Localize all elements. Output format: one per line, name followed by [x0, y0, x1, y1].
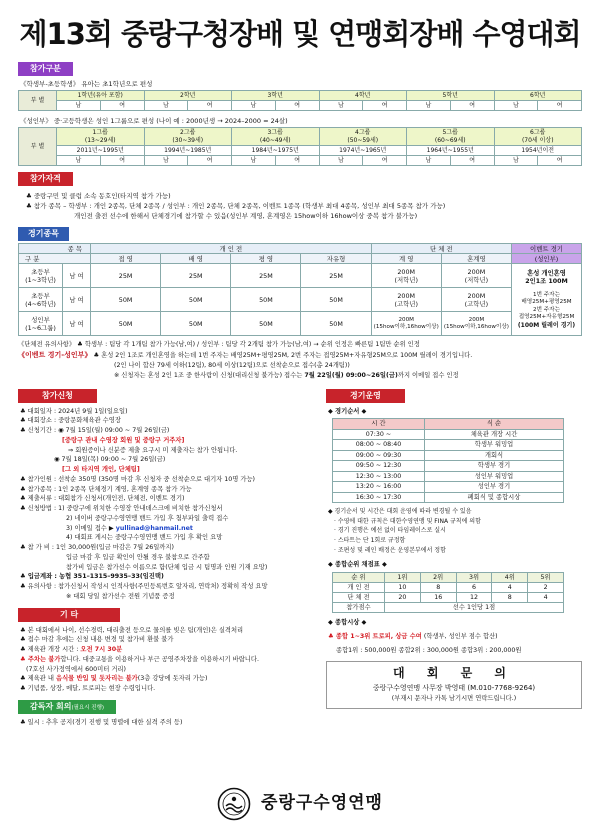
eligibility-line: ♣ 중랑구민 및 클럽 소속 동호인(타지역 참가 가능) — [26, 192, 171, 201]
other-line: (7호선 사가정역에서 600미터 거리) — [26, 665, 126, 673]
group-1 — [57, 128, 145, 146]
group-name: 1그룹 — [92, 129, 108, 137]
row-value: 50M — [301, 288, 371, 312]
event-note-line — [18, 350, 582, 361]
other-line-c: (3층 강당에 돗자리 가능) — [137, 675, 208, 683]
group-age: (70세 이상) — [521, 136, 554, 144]
event-note-3b: 7월 22일(월) 09:00~26일(금) — [304, 371, 398, 379]
row-value: 25M — [91, 264, 161, 288]
row-div: 성인부 (1~6그룹) — [19, 312, 63, 336]
score-cell: 10 — [385, 583, 421, 593]
apply-line: 2) 네이버 중랑구수영연맹 밴드 가입 후 첨부파일 출력 접수 — [66, 514, 229, 522]
apply-line: [그 외 타지역 개인, 단체팀] — [62, 466, 140, 474]
grade-2: 2학년 — [144, 91, 232, 101]
group-age: (30~39세) — [172, 136, 204, 144]
row-div: 초등부 (4~6학년) — [19, 288, 63, 312]
award-highlight: ♣ 종합 1~3위 트로피, 상금 수여 — [328, 632, 422, 640]
group-age: (60~69세) — [434, 136, 466, 144]
score-cell: 8 — [492, 593, 528, 603]
ops-note: ◆ 경기순서 및 시간은 대회 운영에 따라 변경될 수 있음 — [328, 508, 472, 516]
male-cell: 남 — [494, 156, 538, 166]
eligibility-text — [26, 191, 582, 221]
events-notes — [18, 340, 582, 380]
two-column-area — [18, 389, 582, 728]
apply-line: ♣ 참가인원 : 선착순 350명 (350명 마감 후 신청자 중 선착순으로 대기자 10명 가능) — [20, 475, 255, 483]
other-line — [20, 655, 312, 665]
col-freestyle: 자유형 — [301, 254, 371, 264]
schedule-item: 체육관 개장 시간 — [425, 429, 564, 440]
schedule-time: 09:00 ~ 09:30 — [333, 450, 425, 461]
meeting-heading-text: 감독자 회의 — [30, 701, 72, 711]
row-value: 50M — [231, 288, 301, 312]
students-label: 부 별 — [19, 91, 57, 111]
row-value: 50M — [231, 312, 301, 336]
other-line — [20, 674, 312, 684]
female-cell: 여 — [538, 156, 582, 166]
adults-table — [18, 127, 582, 166]
other-line-a: ♣ 제육관 내 — [20, 675, 54, 683]
apply-line: 4) 대회표 게시는 중랑구수영연맹 밴드 가입 후 확인 요망 — [66, 534, 223, 542]
grade-5: 5학년 — [407, 91, 495, 101]
male-cell: 남 — [319, 156, 363, 166]
col-breaststroke: 평 영 — [231, 254, 301, 264]
apply-line: ◉ 7월 18일(목) 09:00 ~ 7월 26일(금) — [54, 456, 166, 464]
contact-title: 대 회 문 의 — [393, 666, 515, 681]
special-event-note: 배영25M+평영25M — [521, 299, 572, 306]
group-name: 2그룹 — [180, 129, 196, 137]
apply-line: ※ 대회 당일 참가선수 전원 기념품 증정 — [66, 592, 175, 600]
male-cell: 남 — [407, 156, 451, 166]
events-section — [18, 227, 582, 380]
male-cell: 남 — [57, 156, 101, 166]
row-value: 200M (15how이하,16how이상) — [441, 312, 511, 336]
group-name: 3그룹 — [267, 129, 283, 137]
row-value: 200M (고학년) — [441, 288, 511, 312]
score-cell: 16 — [420, 593, 456, 603]
score-cell: 4 — [528, 593, 564, 603]
female-cell: 여 — [188, 156, 232, 166]
col-butterfly: 접 영 — [91, 254, 161, 264]
schedule-item: 개회식 — [425, 450, 564, 461]
schedule-item: 성인부 경기 — [425, 482, 564, 493]
score-cell: 선수 1인당 1점 — [385, 603, 564, 613]
row-value: 50M — [91, 288, 161, 312]
score-header: 5위 — [528, 573, 564, 583]
male-cell: 남 — [144, 156, 188, 166]
contact-box — [326, 661, 582, 709]
other-line-b: 합니다. 대중교통을 이용하거나 부근 공영주차장을 이용하시기 바랍니다. — [60, 655, 259, 663]
group-1-years: 2011년~1995년 — [57, 146, 145, 156]
score-cell: 개 인 전 — [333, 583, 385, 593]
score-cell: 6 — [456, 583, 492, 593]
other-line-b: 오전 7시 30분 — [80, 646, 123, 654]
ops-heading: 경기운영 — [326, 389, 405, 403]
special-event-sub: 2인1조 100M — [525, 278, 568, 286]
events-header-special — [512, 244, 582, 254]
row-gender: 남 여 — [63, 288, 91, 312]
score-cell: 참가점수 — [333, 603, 385, 613]
other-line — [20, 645, 312, 655]
apply-heading: 참가신청 — [18, 389, 97, 403]
score-header: 4위 — [492, 573, 528, 583]
group-5-years: 1964년~1955년 — [407, 146, 495, 156]
left-column — [18, 389, 318, 728]
grade-1: 1학년(유아 포함) — [57, 91, 145, 101]
ops-notes — [328, 507, 582, 555]
group-2-years: 1994년~1985년 — [144, 146, 232, 156]
schedule-time: 13:20 ~ 16:00 — [333, 482, 425, 493]
other-text — [20, 626, 312, 694]
special-event-note: 접영25M+자유형25M — [518, 314, 575, 321]
score-header: 3위 — [456, 573, 492, 583]
contact-line: 중랑구수영연맹 사무장 박영태 (M.010-7768-9264) — [372, 684, 536, 693]
grade-4: 4학년 — [319, 91, 407, 101]
eligibility-line: 개인전 출전 선수에 한해서 단체경기에 참가할 수 있음(성인부 계영, 혼계영은 15how이하 16how이상 중복 참가 불가능) — [74, 212, 418, 221]
schedule-item: 성인부 워밍업 — [425, 471, 564, 482]
female-cell: 여 — [363, 156, 407, 166]
group-6 — [494, 128, 582, 146]
row-value: 25M — [301, 264, 371, 288]
email-label: 3) 이메일 접수 ▶ — [66, 524, 114, 532]
team-note: 《단체전 유의사항》 ♣ 학생부 : 팀당 각 1개팀 참가 가능(남,여) / 성인부 : 팀당 각 2개팀 참가 가능(남,여) → 순위 인정은 빠른팀 1팀만 순위 인정 — [18, 341, 420, 349]
male-cell: 남 — [144, 101, 188, 111]
participants-section — [18, 62, 582, 166]
row-value: 50M — [161, 312, 231, 336]
group-age: (50~59세) — [347, 136, 379, 144]
apply-line: ♣ 신청기간 : ◉ 7월 15일(월) 09:00 ~ 7월 26일(금) — [20, 427, 170, 435]
male-cell: 남 — [232, 156, 276, 166]
right-column — [318, 389, 582, 728]
row-value: 50M — [161, 288, 231, 312]
special-event-note: 2번 주자는 — [533, 306, 560, 313]
schedule-time: 07:30 ~ — [333, 429, 425, 440]
award-title: ◆ 종합시상 ◆ — [328, 619, 367, 626]
students-note: 《학생부-초등학생》 유아는 초1학년으로 편성 — [20, 80, 153, 88]
score-header: 순 위 — [333, 573, 385, 583]
apply-line: ♣ 입금계좌 : 농협 351–1315–9935–33(임진택) — [20, 573, 164, 581]
female-cell: 여 — [100, 156, 144, 166]
events-header-team: 단 체 전 — [371, 244, 511, 254]
event-note-1: ♣ 혼성 2인 1조로 개인혼영을 하는데 1번 주자는 배영25M+평영25M, 2번 주자는 접영25M+자유형25M으로 100M 릴레이 경기입니다. — [93, 352, 473, 360]
eligibility-line: ♣ 참가 종목 – 학생부 : 개인 2종목, 단체 2종목 / 성인부 : 개인 2종목, 단체 2종목, 이벤트 1종목 (학생부 최대 4종목, 성인부 최대 5종목 참가 가능) — [26, 202, 446, 211]
other-line: ♣ 본 대회에서 나이, 선수경력, 대리출전 등으로 물의를 빚은 팀(개인)은 실격처리 — [20, 626, 244, 634]
male-cell: 남 — [494, 101, 538, 111]
row-value: 50M — [91, 312, 161, 336]
score-cell: 20 — [385, 593, 421, 603]
page-title: 제13회 중랑구청장배 및 연맹회장배 수영대회 — [19, 17, 581, 51]
eligibility-section — [18, 172, 582, 221]
special-sub: (성인부) — [512, 254, 582, 264]
schedule-item: 학생부 워밍업 — [425, 440, 564, 451]
apply-line: [중랑구 관내 수영장 회원 및 중랑구 거주자] — [62, 436, 185, 444]
row-value: 25M — [161, 264, 231, 288]
female-cell: 여 — [100, 101, 144, 111]
score-title: ◆ 종합순위 채점표 ◆ — [328, 561, 387, 569]
group-name: 6그룹 — [530, 129, 546, 137]
ops-note: · 스타트는 단 1회로 규정함 — [334, 537, 406, 545]
female-cell: 여 — [363, 101, 407, 111]
schedule-item: 폐회식 및 종합시상 — [425, 492, 564, 503]
schedule-title: ◆ 경기순서 ◆ — [328, 407, 367, 415]
row-value: 50M — [301, 312, 371, 336]
ops-note: · 경기 진행은 예선 없이 타임레이스로 실시 — [334, 527, 446, 535]
male-cell: 남 — [57, 101, 101, 111]
apply-line: ♣ 대회장소 : 중랑문화체육관 수영장 — [20, 417, 121, 425]
special-event-title: 혼성 개인혼영 — [527, 269, 566, 277]
group-name: 4그룹 — [355, 129, 371, 137]
col-backstroke: 배 영 — [161, 254, 231, 264]
male-cell: 남 — [232, 101, 276, 111]
other-line: ♣ 기념품, 상장, 메달, 트로피는 현장 수령입니다. — [20, 685, 156, 693]
contact-sub: (부재시 문자나 카톡 남기시면 연락드립니다.) — [391, 695, 517, 702]
score-cell: 2 — [528, 583, 564, 593]
email-link[interactable]: yullinad@hanmail.net — [115, 524, 193, 532]
schedule-table — [332, 418, 564, 503]
score-cell: 8 — [420, 583, 456, 593]
award-money: 종합1위 : 500,000원 종합2위 : 300,000원 종합3위 : 200,000원 — [336, 646, 522, 654]
other-heading-text: 기 타 — [60, 609, 79, 619]
schedule-time: 12:30 ~ 13:00 — [333, 471, 425, 482]
meeting-heading — [18, 700, 116, 714]
apply-text — [20, 407, 312, 602]
event-note-3c: 까지 이메일 접수 인정 — [397, 371, 459, 379]
schedule-time: 09:50 ~ 12:30 — [333, 461, 425, 472]
events-table — [18, 243, 582, 336]
apply-line — [20, 524, 312, 534]
row-value: 200M (15how이하,16how이상) — [371, 312, 441, 336]
schedule-item: 학생부 경기 — [425, 461, 564, 472]
federation-logo-icon — [217, 787, 251, 821]
score-header: 2위 — [420, 573, 456, 583]
female-cell: 여 — [450, 156, 494, 166]
meeting-text: ♣ 일시 : 추후 공지(경기 진행 및 명렬에 대한 실격 주의 등) — [20, 718, 183, 726]
score-cell: 12 — [456, 593, 492, 603]
group-5 — [407, 128, 495, 146]
apply-line: ⇒ 회원증이나 신분증 제출 요구시 미 제출자는 참가 안됩니다. — [68, 446, 238, 454]
female-cell: 여 — [538, 101, 582, 111]
event-note-3 — [18, 371, 582, 381]
award-line — [328, 632, 582, 642]
other-line-b: 음식물 반입 및 돗자리는 불가 — [56, 675, 138, 683]
event-note-title: 《이벤트 경기-성인부》 — [18, 351, 92, 360]
group-age: (13~29세) — [84, 136, 116, 144]
female-cell: 여 — [275, 156, 319, 166]
federation-name: 중랑구수영연맹 — [261, 793, 383, 814]
schedule-time: 16:30 ~ 17:30 — [333, 492, 425, 503]
row-gender: 남 여 — [63, 264, 91, 288]
group-3-years: 1984년~1975년 — [232, 146, 320, 156]
col-medley-relay: 혼계영 — [441, 254, 511, 264]
special-title: 이벤트 경기 — [530, 244, 563, 253]
group-4-years: 1974년~1965년 — [319, 146, 407, 156]
female-cell: 여 — [450, 101, 494, 111]
adults-note: 《성인부》 중·고등학생은 성인 1그룹으로 편성 (나이 예 : 2000년생 → 2024–2000 = 24살) — [20, 117, 288, 126]
special-event-cell — [512, 264, 582, 336]
events-heading: 경기종목 — [18, 227, 69, 241]
events-header-indiv: 개 인 전 — [91, 244, 372, 254]
meeting-heading-sub: (필요시 진행) — [71, 704, 105, 711]
apply-line: ♣ 신청방법 : 1) 중랑구에 위치한 수영장 안내데스크에 비치한 참가신청서 — [20, 505, 223, 513]
row-value: 200M (저학년) — [441, 264, 511, 288]
other-line-a: ♣ 제육관 개장 시간 : — [20, 646, 79, 654]
group-2 — [144, 128, 232, 146]
row-gender: 남 여 — [63, 312, 91, 336]
group-name: 5그룹 — [442, 129, 458, 137]
other-line: ♣ 접수 마감 후에는 신청 내용 변경 및 참가비 환불 불가 — [20, 636, 174, 644]
female-cell: 여 — [275, 101, 319, 111]
score-header: 1위 — [385, 573, 421, 583]
participants-heading: 참가구분 — [18, 62, 73, 76]
male-cell: 남 — [407, 101, 451, 111]
special-event-note: 1번 주자는 — [533, 291, 560, 298]
special-event-note: (100M 릴레이 경기) — [517, 321, 576, 329]
footer — [0, 787, 600, 821]
row-value: 200M (저학년) — [371, 264, 441, 288]
col-relay: 계 영 — [371, 254, 441, 264]
other-heading — [18, 608, 120, 622]
apply-line: ♣ 유의사항 : 참가신청서 작성시 인적사항(주민등록번호 앞자리, 연락처) 정확히 작성 요망 — [20, 583, 268, 591]
score-cell: 단 체 전 — [333, 593, 385, 603]
female-cell: 여 — [188, 101, 232, 111]
adults-label: 부 별 — [19, 128, 57, 166]
male-cell: 남 — [319, 101, 363, 111]
ops-note: · 조편성 및 레인 배정은 운영본부에서 정함 — [334, 546, 446, 554]
ops-note: · 수영에 대한 규칙은 대한수영연맹 및 FINA 규칙에 의함 — [334, 517, 481, 525]
score-cell: 4 — [492, 583, 528, 593]
apply-line: ♣ 참 가 비 : 1인 30,000원(입금 마감은 7월 26일까지) — [20, 544, 174, 552]
apply-line: ♣ 대회일자 : 2024년 9월 1일(일요일) — [20, 407, 128, 415]
students-table — [18, 90, 582, 111]
schedule-time: 08:00 ~ 08:40 — [333, 440, 425, 451]
apply-line: 참가비 입금은 참가선수 이름으로 함(단체 입금 시 팀명과 인원 기재 요망) — [66, 563, 268, 571]
grade-3: 3학년 — [232, 91, 320, 101]
eligibility-heading: 참가자격 — [18, 172, 73, 186]
other-line-a: ♣ 주차는 불가 — [20, 655, 61, 663]
events-header-div: 구 분 — [19, 254, 91, 264]
schedule-header-item: 식 순 — [425, 419, 564, 430]
group-3 — [232, 128, 320, 146]
schedule-header-time: 시 간 — [333, 419, 425, 430]
apply-line: 입금 마감 후 입금 확인이 안될 경우 불참으로 간주함 — [66, 553, 210, 561]
row-value: 25M — [231, 264, 301, 288]
event-note-3a: ※ 신청자는 혼성 2인 1조 중 한사람이 신청(대리신청 불가능) 접수는 — [114, 371, 303, 379]
apply-line: ♣ 제출서류 : 대회참가 신청서(개인전, 단체전, 이벤트 경기) — [20, 495, 185, 503]
apply-line: ♣ 참가종목 : 1인 2종목 단체경기 계영, 혼계영 종목 참가 가능 — [20, 485, 192, 493]
event-note-2: (2인 나이 합산 79세 이하(12팀), 80세 이상(12팀)으로 선착순으로 접수(총 24개팀)) — [114, 362, 350, 370]
award-note: (학생부, 성인부 점수 합산) — [423, 632, 498, 640]
group-age: (40~49세) — [259, 136, 291, 144]
grade-6: 6학년 — [494, 91, 582, 101]
row-div: 초등부 (1~3학년) — [19, 264, 63, 288]
events-header-event: 종 목 — [19, 244, 91, 254]
group-6-years: 1954년이전 — [494, 146, 582, 156]
score-table — [332, 572, 564, 613]
row-value: 200M (고학년) — [371, 288, 441, 312]
group-4 — [319, 128, 407, 146]
